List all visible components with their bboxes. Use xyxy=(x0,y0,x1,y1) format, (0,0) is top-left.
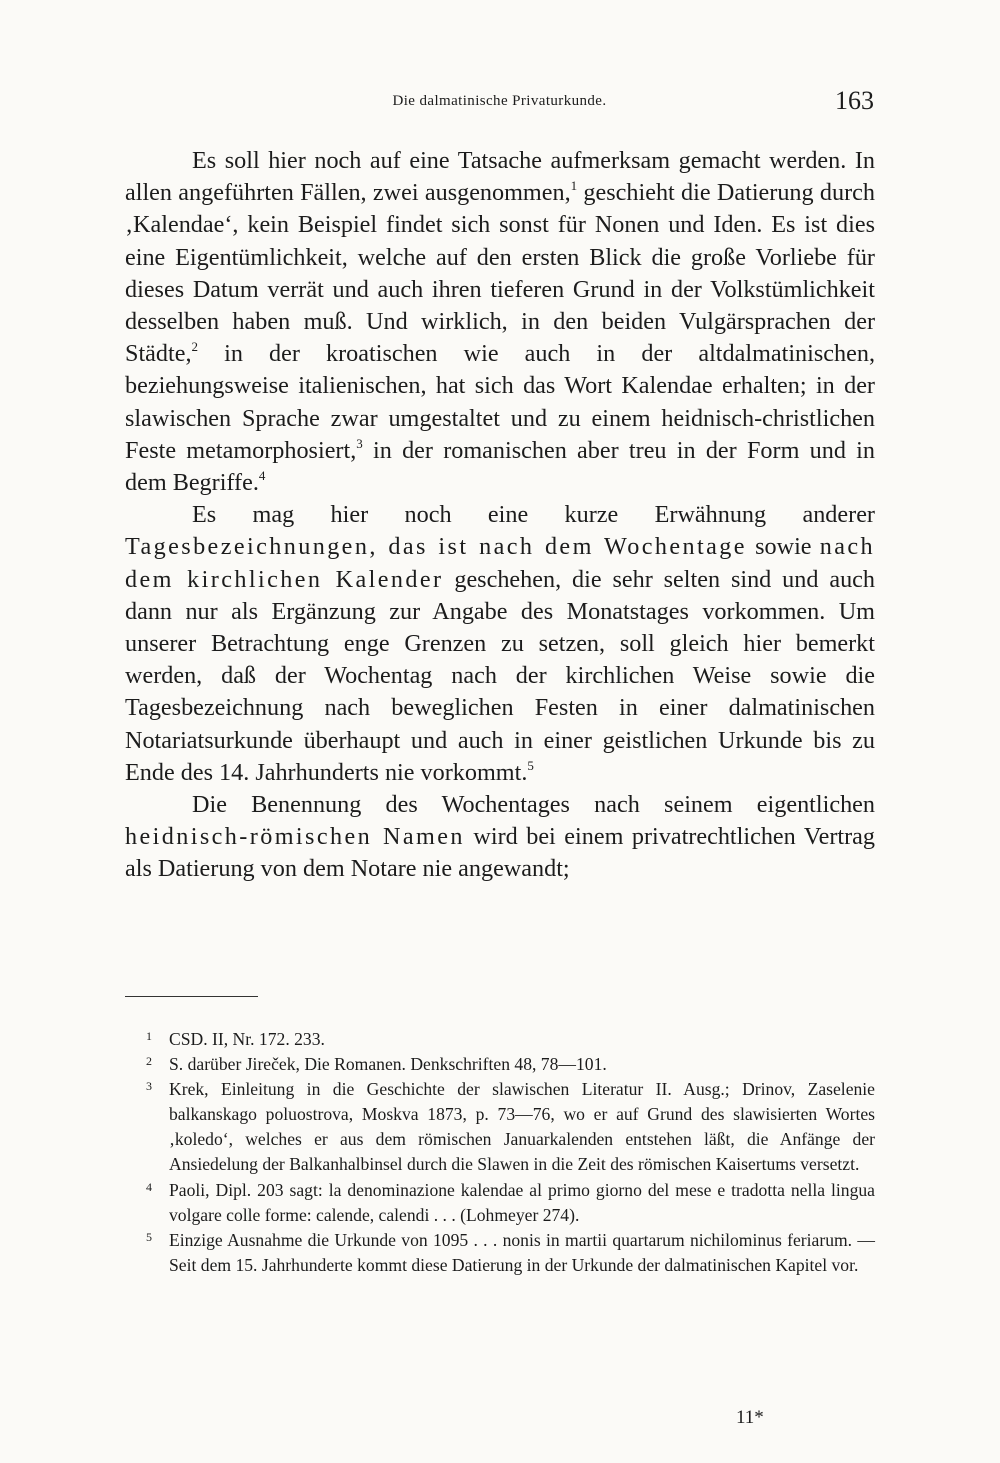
footnote-ref-2: 2 xyxy=(191,339,199,355)
body-text xyxy=(125,145,875,886)
paragraph-text: in der kroatischen wie auch in der altdalmatinischen, beziehungsweise italienischen, hat sich das Wort Kalendae erhalten; in der slawischen Sprache zwar umgestaltet und zu einem heidnisch-christlichen Feste metamorphosiert, xyxy=(125,340,875,464)
footnote-text: S. darüber Jireček, Die Romanen. Denkschriften 48, 78—101. xyxy=(169,1054,607,1075)
running-head xyxy=(125,86,874,118)
paragraph-text: in der romanischen aber treu in der Form und in dem Begriffe. xyxy=(125,436,875,497)
footnote-number: 4 xyxy=(146,1179,152,1194)
footnote-number: 1 xyxy=(146,1029,152,1043)
footnote-divider xyxy=(125,996,258,997)
footnote-4 xyxy=(146,1178,875,1228)
paragraph-text: Die Benennung des Wochentages nach seinem eigentlichen xyxy=(192,791,875,819)
paragraph-text: geschieht die Datierung durch ‚Kalendae‘, kein Beispiel findet sich sonst für Nonen und Iden. Es ist dies eine Eigentümlichkeit, welche auf den ersten Blick die große Vorliebe für dieses Datum verrät und auch ihren tieferen Grund in der Volkstümlichkeit desselben haben muß. Und wirklich, in den beiden Vulgärsprachen der Städte, xyxy=(125,179,875,368)
paragraph-text: sowie xyxy=(746,533,820,561)
footnote-ref-4: 4 xyxy=(258,468,266,484)
footnote-text: Paoli, Dipl. 203 sagt: la denominazione kalendae al primo giorno del mese e tradotta nella lingua volgare colle forme: calende, calendi . . . (Lohmeyer 274). xyxy=(169,1179,875,1225)
footnote-number: 5 xyxy=(146,1229,152,1244)
footnote-number: 3 xyxy=(146,1079,152,1094)
footnote-ref-1: 1 xyxy=(570,178,578,194)
paragraph-3 xyxy=(125,789,875,886)
sheet-signature: 11* xyxy=(736,1407,764,1428)
running-title: Die dalmatinische Privaturkunde. xyxy=(392,93,607,109)
footnote-text: CSD. II, Nr. 172. 233. xyxy=(169,1029,325,1049)
paragraph-text: Es mag hier noch eine kurze Erwähnung anderer xyxy=(192,501,875,529)
footnote-2 xyxy=(146,1052,875,1077)
footnote-ref-3: 3 xyxy=(356,435,363,451)
footnote-number: 2 xyxy=(146,1054,152,1069)
spaced-emphasis: Tagesbezeichnungen, das ist nach dem Wochentage xyxy=(125,533,747,561)
footnote-1 xyxy=(146,1027,875,1052)
paragraph-1 xyxy=(125,145,875,499)
paragraph-2 xyxy=(125,499,875,789)
paragraph-text: geschehen, die sehr selten sind und auch dann nur als Ergänzung zur Angabe des Monatstages vorkommen. Um unserer Betrachtung enge Grenzen zu setzen, soll gleich hier bemerkt werden, daß der Wochentag nach der kirchlichen Weise sowie die Tagesbezeichnung nach beweglichen Festen in einer dalmatinischen Notariatsurkunde überhaupt und auch in einer geistlichen Urkunde bis zu Ende des 14. Jahrhunderts nie vorkommt. xyxy=(125,565,875,786)
spaced-emphasis: nach dem kirchlichen Kalender xyxy=(125,533,875,593)
footnotes xyxy=(146,1027,875,1278)
footnote-text: Krek, Einleitung in die Geschichte der slawischen Literatur II. Ausg.; Drinov, Zaselenie balkanskago poluostrova, Moskva 1873, p. 73—76, wo er auf Grund des slawisierten Wortes ‚koledo‘, welches er aus dem römischen Januarkalenden entstehen läßt, die Anfänge der Ansiedelung der Balkanhalbinsel durch die Slawen in die Zeit des römischen Kaisertums versetzt. xyxy=(169,1079,875,1175)
paragraph-text: Es soll hier noch auf eine Tatsache aufmerksam gemacht werden. In allen angeführten Fällen, zwei ausgenommen, xyxy=(125,147,875,207)
footnote-text: Einzige Ausnahme die Urkunde von 1095 . . . nonis in martii quartarum nichilominus feriarum. — Seit dem 15. Jahrhunderte kommt diese Datierung in der Urkunde der dalmatinischen Kapitel vor. xyxy=(169,1229,875,1275)
footnote-ref-5: 5 xyxy=(527,757,534,773)
spaced-emphasis: heidnisch-römischen Namen xyxy=(125,823,465,851)
paragraph-text: wird bei einem privatrechtlichen Vertrag als Datierung von dem Notare nie angewandt; xyxy=(125,823,875,883)
footnote-3 xyxy=(146,1077,875,1177)
footnote-5 xyxy=(146,1228,875,1278)
page-number: 163 xyxy=(835,86,874,115)
